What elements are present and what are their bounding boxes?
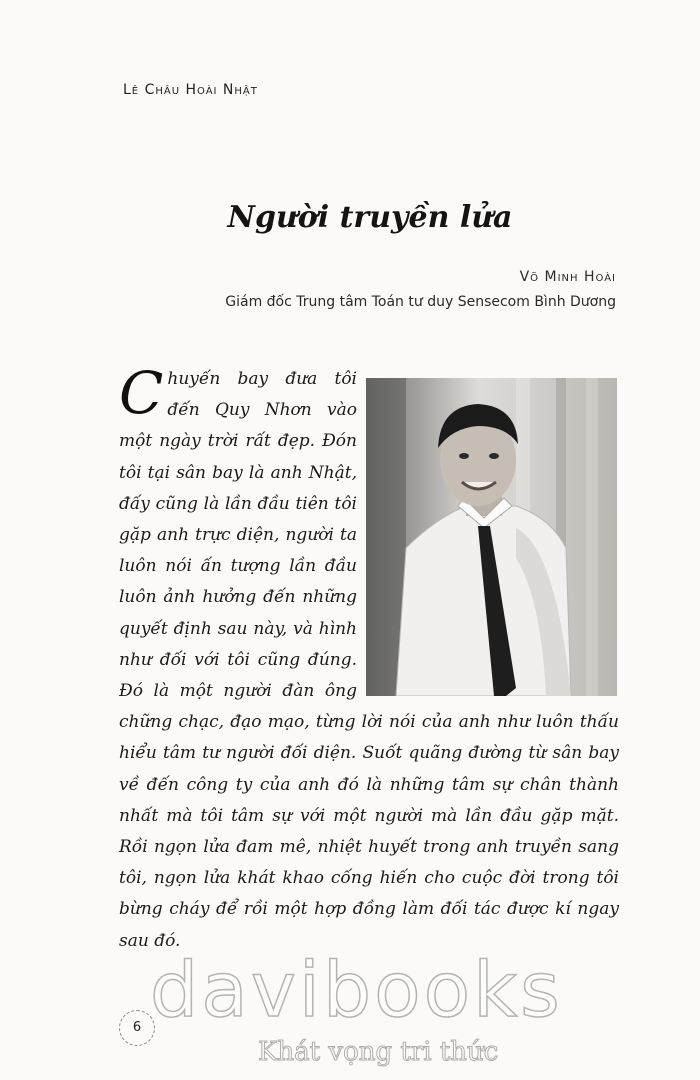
watermark [0,945,700,1080]
author-role: Giám đốc Trung tâm Toán tư duy Sensecom Bình Dương [225,294,616,310]
page-number: 6 [119,1010,155,1046]
drop-cap: C [119,359,164,427]
watermark-slogan: Khát vọng tri thức [258,1037,499,1067]
running-head: Lê Châu Hoài Nhật [123,82,258,98]
photo-wrap-spacer [357,364,619,696]
body-text: huyến bay đưa tôi đến Quy Nhơn vào một ngày trời rất đẹp. Đón tôi tại sân bay là anh Nhật, đấy cũng là lần đầu tiên tôi gặp anh trực diện, người ta luôn nói ấn tượng lần đầu luôn ảnh hưởng đến những quyết định sau này, và hình như đối với tôi cũng đúng. Đó là một người đàn ông chững chạc, đạo mạo, từng lời nói của anh như luôn thấu hiểu tâm tư người đối diện. Suốt quãng đường từ sân bay về đến công ty của anh đó là những tâm sự chân thành nhất mà tôi tâm sự với một người mà lần đầu gặp mặt. Rồi ngọn lửa đam mê, nhiệt huyết trong anh truyền sang tôi, ngọn lửa khát khao cống hiến cho cuộc đời trong tôi bừng cháy để rồi một hợp đồng làm đối tác được kí ngay sau đó. [119,369,619,951]
author-block [225,265,616,315]
article-body [119,359,619,957]
watermark-logo: davibooks [150,945,563,1034]
author-name: Võ Minh Hoài [519,269,616,285]
article-title: Người truyền lửa [227,200,513,235]
